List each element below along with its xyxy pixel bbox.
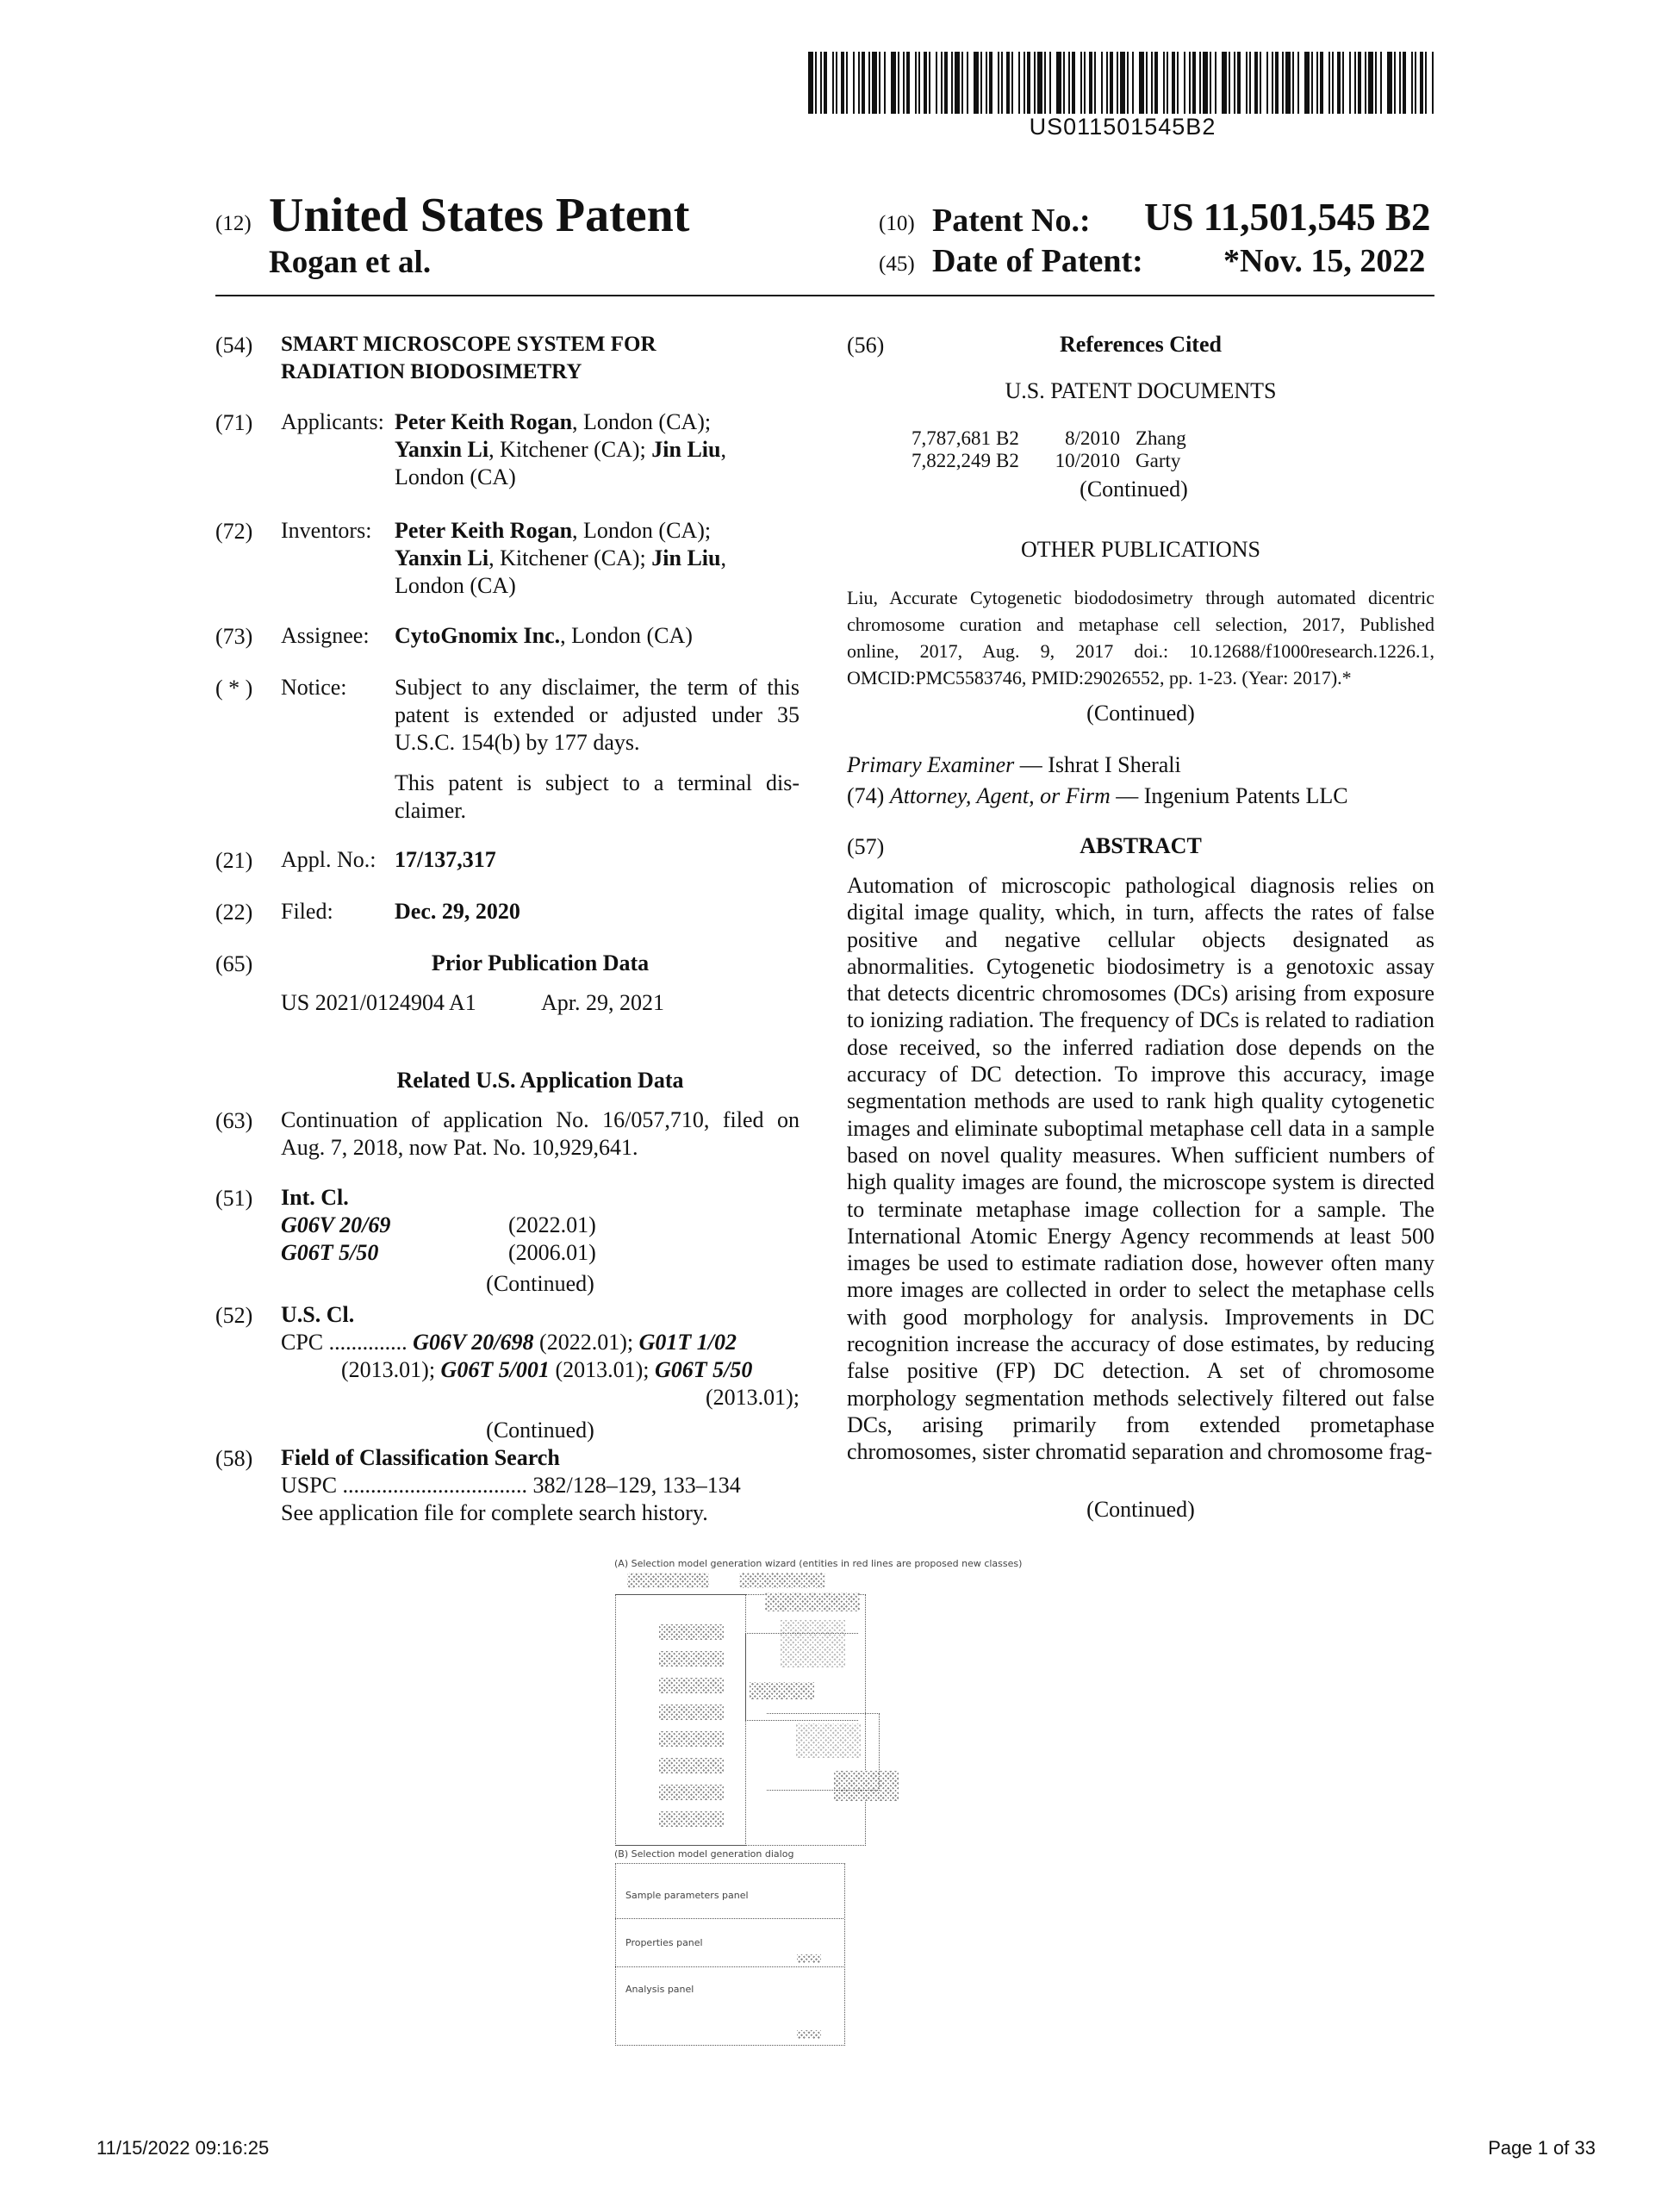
applicants-line2 [395,436,726,464]
appl-no-label: Appl. No.: [281,847,376,872]
prior-pub-date: Apr. 29, 2021 [541,990,664,1015]
code-57: (57) [847,834,885,859]
examiner-name: Ishrat I Sherali [1048,752,1181,777]
publications-continued: (Continued) [1086,701,1195,726]
inventor-name-3: Jin Liu [651,545,721,570]
cpc-class-4: G06T 5/50 [654,1357,753,1382]
figure-placeholder-block [659,1731,724,1747]
patent-number-label: Patent No.: [932,203,1091,239]
print-timestamp: 11/15/2022 09:16:25 [96,2137,270,2159]
abstract-continued: (Continued) [1086,1497,1195,1522]
figure-divider [615,1918,843,1919]
figure-placeholder-block [797,1954,821,1963]
inventor-loc-1: , London (CA); [572,518,712,543]
refs-continued: (Continued) [1080,477,1188,502]
attorney-name: Ingenium Patents LLC [1143,783,1348,808]
inventors-label: Inventors: [281,518,372,543]
ref-name: Zhang [1136,427,1186,449]
figure-placeholder-block [797,2030,821,2039]
inventor-loc-3: , [720,545,726,570]
filed-date: Dec. 29, 2020 [395,899,520,924]
cpc-version-3: (2013.01); [549,1357,655,1382]
assignee [395,622,693,650]
code-71: (71) [215,410,253,435]
us-cl-label: U.S. Cl. [281,1302,355,1327]
figure-placeholder-block [739,1573,825,1588]
int-cl-class-2: G06T 5/50 [281,1240,379,1265]
examiner-dash: — [1014,752,1048,777]
figure-divider [615,1966,843,1967]
cpc-line2 [341,1356,752,1384]
code-21: (21) [215,848,253,873]
cpc-dots: .............. [328,1330,408,1355]
ref-name: Garty [1136,450,1181,471]
date-of-patent-label: Date of Patent: [932,243,1143,279]
code-10: (10) [879,212,915,235]
examiner-line [847,751,1181,779]
notice-line1: Subject to any disclaimer, the term of this [395,675,800,700]
int-cl-version-1: (2022.01) [508,1212,596,1237]
ref-date: 8/2010 [1065,427,1120,449]
abstract-text: Automation of microscopic pathological diagnosis relies on digital image quality, which, in turn, affects the rates of false positive and negative cellular objects designated as abnormalities. Cytogenetic biodosimetry is a genotoxic assay that detects dicentric chromosomes (DCs) arising from exposure to ionizing radiation. The frequency of DCs is related to radiation dose received, so the inferred radiation dose depends on the accuracy of DC detection. To improve this accuracy, image segmentation methods are used to rank high quality cytogenetic images and eliminate suboptimal metaphase cell data in a sample based on novel quality measures. When sufficient numbers of high quality images are found, the microscope system is directed to terminate metaphase image collection for a sample. The International Atomic Energy Agency recommends at least 500 images be used to estimate radiation dose, however often many more images are collected in order to select the metaphase cells with good morphology for analysis. Improvements in DC recognition increase the accuracy of dose estimates, by reducing false positive (FP) DC detection. A set of chromosome morphology segmentation methods selectively filtered out false DCs, arising primarily from extended prometaphase chromosomes, sister chromatid separation and chromosome frag- [847,873,1434,1465]
int-cl-continued: (Continued) [486,1271,594,1296]
invention-title-line2: RADIATION BIODOSIMETRY [281,360,582,383]
cpc-version-1: (2022.01); [533,1330,639,1355]
figure-placeholder-block [627,1573,709,1588]
applicant-name-2: Yanxin Li [395,437,489,462]
inventor-loc-2: , Kitchener (CA); [488,545,652,570]
assignee-name: CytoGnomix Inc. [395,623,561,648]
cpc-class-2: G01T 1/02 [638,1330,737,1355]
uspc-dots: ................................. [342,1473,528,1498]
prior-pub-number: US 2021/0124904 A1 [281,990,476,1015]
uspc-value: 382/128–129, 133–134 [532,1473,741,1498]
applicant-name-1: Peter Keith Rogan [395,409,573,434]
header-rule [215,295,1434,296]
ref-kind: B2 [996,450,1019,471]
code-45: (45) [879,252,915,276]
figure-caption-b: (B) Selection model generation dialog [614,1848,794,1860]
publication-line3: online, 2017, Aug. 9, 2017 doi.: 10.12688/f1000research.1226.1, [847,640,1434,662]
appl-no: 17/137,317 [395,847,496,872]
applicant-name-3: Jin Liu [651,437,721,462]
ref-date: 10/2010 [1055,450,1120,471]
figure-panel-label: Analysis panel [625,1984,694,1995]
patent-number: US 11,501,545 B2 [1144,196,1431,239]
code-22: (22) [215,900,253,925]
code-54: (54) [215,333,253,358]
publication-line2: chromosome curation and metaphase cell selection, 2017, Published [847,614,1434,635]
notice-line5: claimer. [395,798,467,823]
assignee-loc: , London (CA) [560,623,693,648]
figure-panel-label: Sample parameters panel [625,1890,749,1901]
cpc-line1 [281,1329,737,1356]
notice-label: Notice: [281,675,347,700]
notice-line2: patent is extended or adjusted under 35 [395,702,800,727]
code-65: (65) [215,951,253,976]
figure-caption-a: (A) Selection model generation wizard (entities in red lines are proposed new classes) [614,1558,1023,1569]
assignee-label: Assignee: [281,623,370,648]
inventors-line2 [395,545,726,572]
patent-barcode [808,52,1437,114]
cpc-version-2: (2013.01); [341,1357,441,1382]
figure-placeholder-block [659,1811,724,1827]
publication-line1: Liu, Accurate Cytogenetic biododosimetry through automated dicentric [847,587,1434,608]
applicant-loc-2: , Kitchener (CA); [488,437,652,462]
us-patent-docs-heading: U.S. PATENT DOCUMENTS [1005,378,1277,403]
date-of-patent: *Nov. 15, 2022 [1223,243,1426,279]
cpc-version-4: (2013.01); [705,1385,800,1410]
ref-kind: B2 [996,427,1019,449]
code-notice: ( * ) [215,676,253,701]
uspc-line [281,1472,741,1499]
figure-connector [767,1713,880,1791]
inventors-line1 [395,517,711,545]
attorney-line [847,782,1348,810]
examiner-label: Primary Examiner [847,752,1015,777]
code-72: (72) [215,519,253,544]
figure-placeholder-block [659,1651,724,1667]
related-line2: Aug. 7, 2018, now Pat. No. 10,929,641. [281,1135,638,1160]
code-56: (56) [847,333,885,358]
publication-line4: OMCID:PMC5583746, PMID:29026552, pp. 1-23. (Year: 2017).* [847,667,1352,689]
applicants-line1 [395,408,711,436]
ref-number: 7,822,249 [912,450,991,471]
representative-figure [603,1551,1086,2051]
related-heading: Related U.S. Application Data [396,1068,684,1093]
int-cl-class-1: G06V 20/69 [281,1212,391,1237]
code-58: (58) [215,1446,253,1471]
int-cl-label: Int. Cl. [281,1185,349,1210]
related-line1: Continuation of application No. 16/057,710, filed on [281,1107,800,1132]
int-cl-version-2: (2006.01) [508,1240,596,1265]
inventors-short: Rogan et al. [269,245,432,280]
figure-placeholder-block [765,1592,860,1611]
references-heading: References Cited [1060,332,1222,357]
applicants-line3: London (CA) [395,464,516,489]
prior-pub-heading: Prior Publication Data [431,950,650,975]
field-label: Field of Classification Search [281,1445,560,1470]
barcode-number: US011501545B2 [1029,114,1216,140]
figure-connector [745,1633,858,1721]
figure-placeholder-block [659,1704,724,1720]
cpc-label: CPC [281,1330,324,1355]
us-cl-continued: (Continued) [486,1418,594,1443]
figure-placeholder-block [659,1678,724,1693]
uspc-label: USPC [281,1473,338,1498]
notice-line3: U.S.C. 154(b) by 177 days. [395,730,640,755]
inventor-name-2: Yanxin Li [395,545,489,570]
code-52: (52) [215,1303,253,1328]
applicant-loc-1: , London (CA); [572,409,712,434]
search-history-note: See application file for complete search history. [281,1500,708,1525]
other-publications-heading: OTHER PUBLICATIONS [1020,537,1261,562]
code-51: (51) [215,1186,253,1211]
filed-label: Filed: [281,899,333,924]
code-63: (63) [215,1108,253,1133]
invention-title-line1: SMART MICROSCOPE SYSTEM FOR [281,333,656,356]
code-73: (73) [215,624,253,649]
attorney-label: Attorney, Agent, or Firm [889,783,1111,808]
applicants-label: Applicants: [281,409,384,434]
cpc-class-1: G06V 20/698 [413,1330,534,1355]
document-type: United States Patent [269,189,690,242]
code-74: (74) [847,783,885,808]
page-indicator: Page 1 of 33 [1488,2137,1596,2159]
attorney-dash: — [1110,783,1144,808]
code-12: (12) [215,212,252,235]
inventor-name-1: Peter Keith Rogan [395,518,573,543]
notice-line4: This patent is subject to a terminal dis- [395,770,800,795]
applicant-loc-3: , [720,437,726,462]
figure-placeholder-block [659,1758,724,1773]
abstract-heading: ABSTRACT [1080,833,1202,858]
figure-panel-label: Properties panel [625,1937,703,1948]
ref-number: 7,787,681 [912,427,991,449]
cpc-class-3: G06T 5/001 [440,1357,550,1382]
figure-placeholder-block [659,1624,724,1640]
inventors-line3: London (CA) [395,573,516,598]
figure-placeholder-block [659,1785,724,1800]
